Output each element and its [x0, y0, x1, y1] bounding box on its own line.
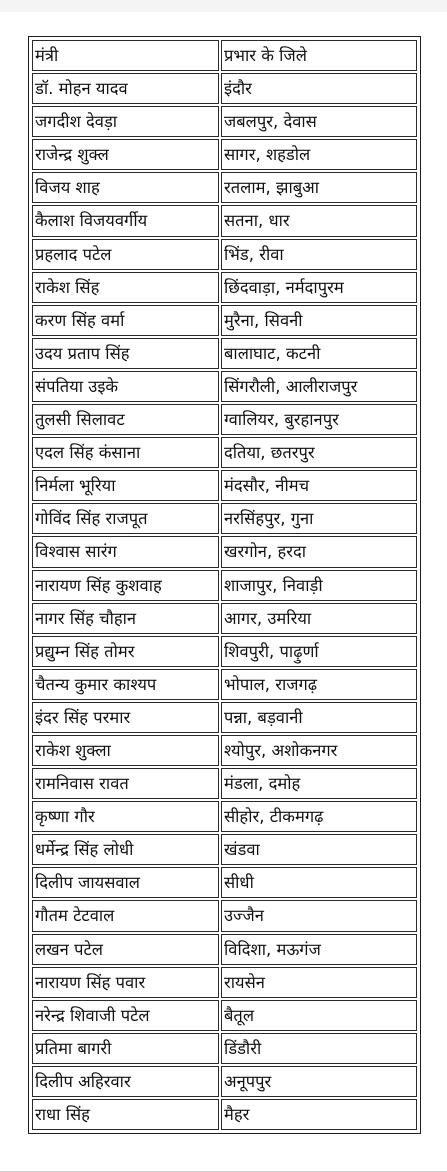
- table-row: [31, 304, 418, 337]
- table-row: [31, 370, 418, 403]
- header-districts: प्रभार के जिले: [221, 40, 417, 71]
- minister-name-cell: राकेश सिंह: [32, 272, 219, 303]
- minister-name-cell: दिलीप जायसवाल: [32, 867, 219, 898]
- district-cell: सागर, शहडोल: [221, 139, 417, 170]
- table-row: [31, 833, 418, 866]
- minister-name-cell: डॉ. मोहन यादव: [32, 73, 219, 104]
- district-cell: बैतूल: [221, 1000, 417, 1031]
- table-row: [31, 337, 418, 370]
- table-row: [31, 767, 418, 800]
- minister-name-cell: तुलसी सिलावट: [32, 404, 219, 435]
- district-cell: भोपाल, राजगढ़: [221, 669, 417, 700]
- minister-name-cell: निर्मला भूरिया: [32, 470, 219, 501]
- district-cell: उज्जैन: [221, 900, 417, 931]
- minister-name-cell: करण सिंह वर्मा: [32, 305, 219, 336]
- district-cell: सीहोर, टीकमगढ़: [221, 801, 417, 832]
- table-row: [31, 602, 418, 635]
- table-row: [31, 535, 418, 568]
- district-cell: श्योपुर, अशोकनगर: [221, 735, 417, 766]
- table-row: [31, 635, 418, 668]
- district-cell: अनूपपुर: [221, 1066, 417, 1097]
- district-cell: बालाघाट, कटनी: [221, 338, 417, 369]
- district-cell: इंदौर: [221, 73, 417, 104]
- district-cell: मंदसौर, नीमच: [221, 470, 417, 501]
- minister-district-table: [28, 36, 421, 1134]
- document-sheet: [0, 12, 447, 1172]
- table-row: [31, 238, 418, 271]
- district-cell: मंडला, दमोह: [221, 768, 417, 799]
- minister-name-cell: प्रद्युम्न सिंह तोमर: [32, 636, 219, 667]
- table-header-row: [31, 39, 418, 72]
- table-row: [31, 436, 418, 469]
- table-row: [31, 966, 418, 999]
- minister-name-cell: विश्वास सारंग: [32, 536, 219, 567]
- minister-name-cell: राकेश शुक्ला: [32, 735, 219, 766]
- minister-name-cell: रामनिवास रावत: [32, 768, 219, 799]
- minister-name-cell: नागर सिंह चौहान: [32, 603, 219, 634]
- district-cell: रायसेन: [221, 967, 417, 998]
- district-cell: पन्ना, बड़वानी: [221, 702, 417, 733]
- minister-name-cell: लखन पटेल: [32, 934, 219, 965]
- table-row: [31, 569, 418, 602]
- minister-name-cell: कृष्णा गौर: [32, 801, 219, 832]
- table-row: [31, 72, 418, 105]
- table-row: [31, 1065, 418, 1098]
- table-row: [31, 999, 418, 1032]
- table-row: [31, 933, 418, 966]
- table-row: [31, 800, 418, 833]
- minister-name-cell: विजय शाह: [32, 172, 219, 203]
- district-cell: आगर, उमरिया: [221, 603, 417, 634]
- district-cell: खंडवा: [221, 834, 417, 865]
- minister-name-cell: इंदर सिंह परमार: [32, 702, 219, 733]
- table-row: [31, 734, 418, 767]
- minister-name-cell: धर्मेन्द्र सिंह लोधी: [32, 834, 219, 865]
- table-row: [31, 1098, 418, 1131]
- district-cell: सिंगरौली, आलीराजपुर: [221, 371, 417, 402]
- district-cell: रतलाम, झाबुआ: [221, 172, 417, 203]
- district-cell: नरसिंहपुर, गुना: [221, 503, 417, 534]
- district-cell: दतिया, छतरपुर: [221, 437, 417, 468]
- table-row: [31, 1032, 418, 1065]
- table-row: [31, 204, 418, 237]
- table-row: [31, 138, 418, 171]
- district-cell: शिवपुरी, पाढ़ुर्णा: [221, 636, 417, 667]
- table-row: [31, 469, 418, 502]
- table-row: [31, 668, 418, 701]
- table-row: [31, 271, 418, 304]
- table-row: [31, 171, 418, 204]
- minister-name-cell: प्रतिमा बागरी: [32, 1033, 219, 1064]
- table-row: [31, 899, 418, 932]
- minister-name-cell: दिलीप अहिरवार: [32, 1066, 219, 1097]
- minister-name-cell: उदय प्रताप सिंह: [32, 338, 219, 369]
- table-row: [31, 403, 418, 436]
- minister-name-cell: नारायण सिंह पवार: [32, 967, 219, 998]
- minister-name-cell: नरेन्द्र शिवाजी पटेल: [32, 1000, 219, 1031]
- minister-name-cell: कैलाश विजयवर्गीय: [32, 205, 219, 236]
- district-cell: सीधी: [221, 867, 417, 898]
- minister-name-cell: प्रहलाद पटेल: [32, 239, 219, 270]
- district-cell: भिंड, रीवा: [221, 239, 417, 270]
- table-row: [31, 105, 418, 138]
- district-cell: खरगोन, हरदा: [221, 536, 417, 567]
- minister-name-cell: नारायण सिंह कुशवाह: [32, 570, 219, 601]
- district-cell: मुरैना, सिवनी: [221, 305, 417, 336]
- minister-name-cell: संपतिया उइके: [32, 371, 219, 402]
- table-row: [31, 701, 418, 734]
- minister-name-cell: चैतन्य कुमार काश्यप: [32, 669, 219, 700]
- header-minister: मंत्री: [32, 40, 219, 71]
- district-cell: मैहर: [221, 1099, 417, 1130]
- district-cell: शाजापुर, निवाड़ी: [221, 570, 417, 601]
- district-cell: विदिशा, मऊगंज: [221, 934, 417, 965]
- minister-name-cell: राजेन्द्र शुक्ल: [32, 139, 219, 170]
- minister-name-cell: एदल सिंह कंसाना: [32, 437, 219, 468]
- table-row: [31, 866, 418, 899]
- district-cell: डिंडौरी: [221, 1033, 417, 1064]
- minister-name-cell: गोविंद सिंह राजपूत: [32, 503, 219, 534]
- minister-name-cell: राधा सिंह: [32, 1099, 219, 1130]
- district-cell: छिंदवाड़ा, नर्मदापुरम: [221, 272, 417, 303]
- district-cell: जबलपुर, देवास: [221, 106, 417, 137]
- minister-name-cell: गौतम टेटवाल: [32, 900, 219, 931]
- table-row: [31, 502, 418, 535]
- district-cell: सतना, धार: [221, 205, 417, 236]
- district-cell: ग्वालियर, बुरहानपुर: [221, 404, 417, 435]
- minister-name-cell: जगदीश देवड़ा: [32, 106, 219, 137]
